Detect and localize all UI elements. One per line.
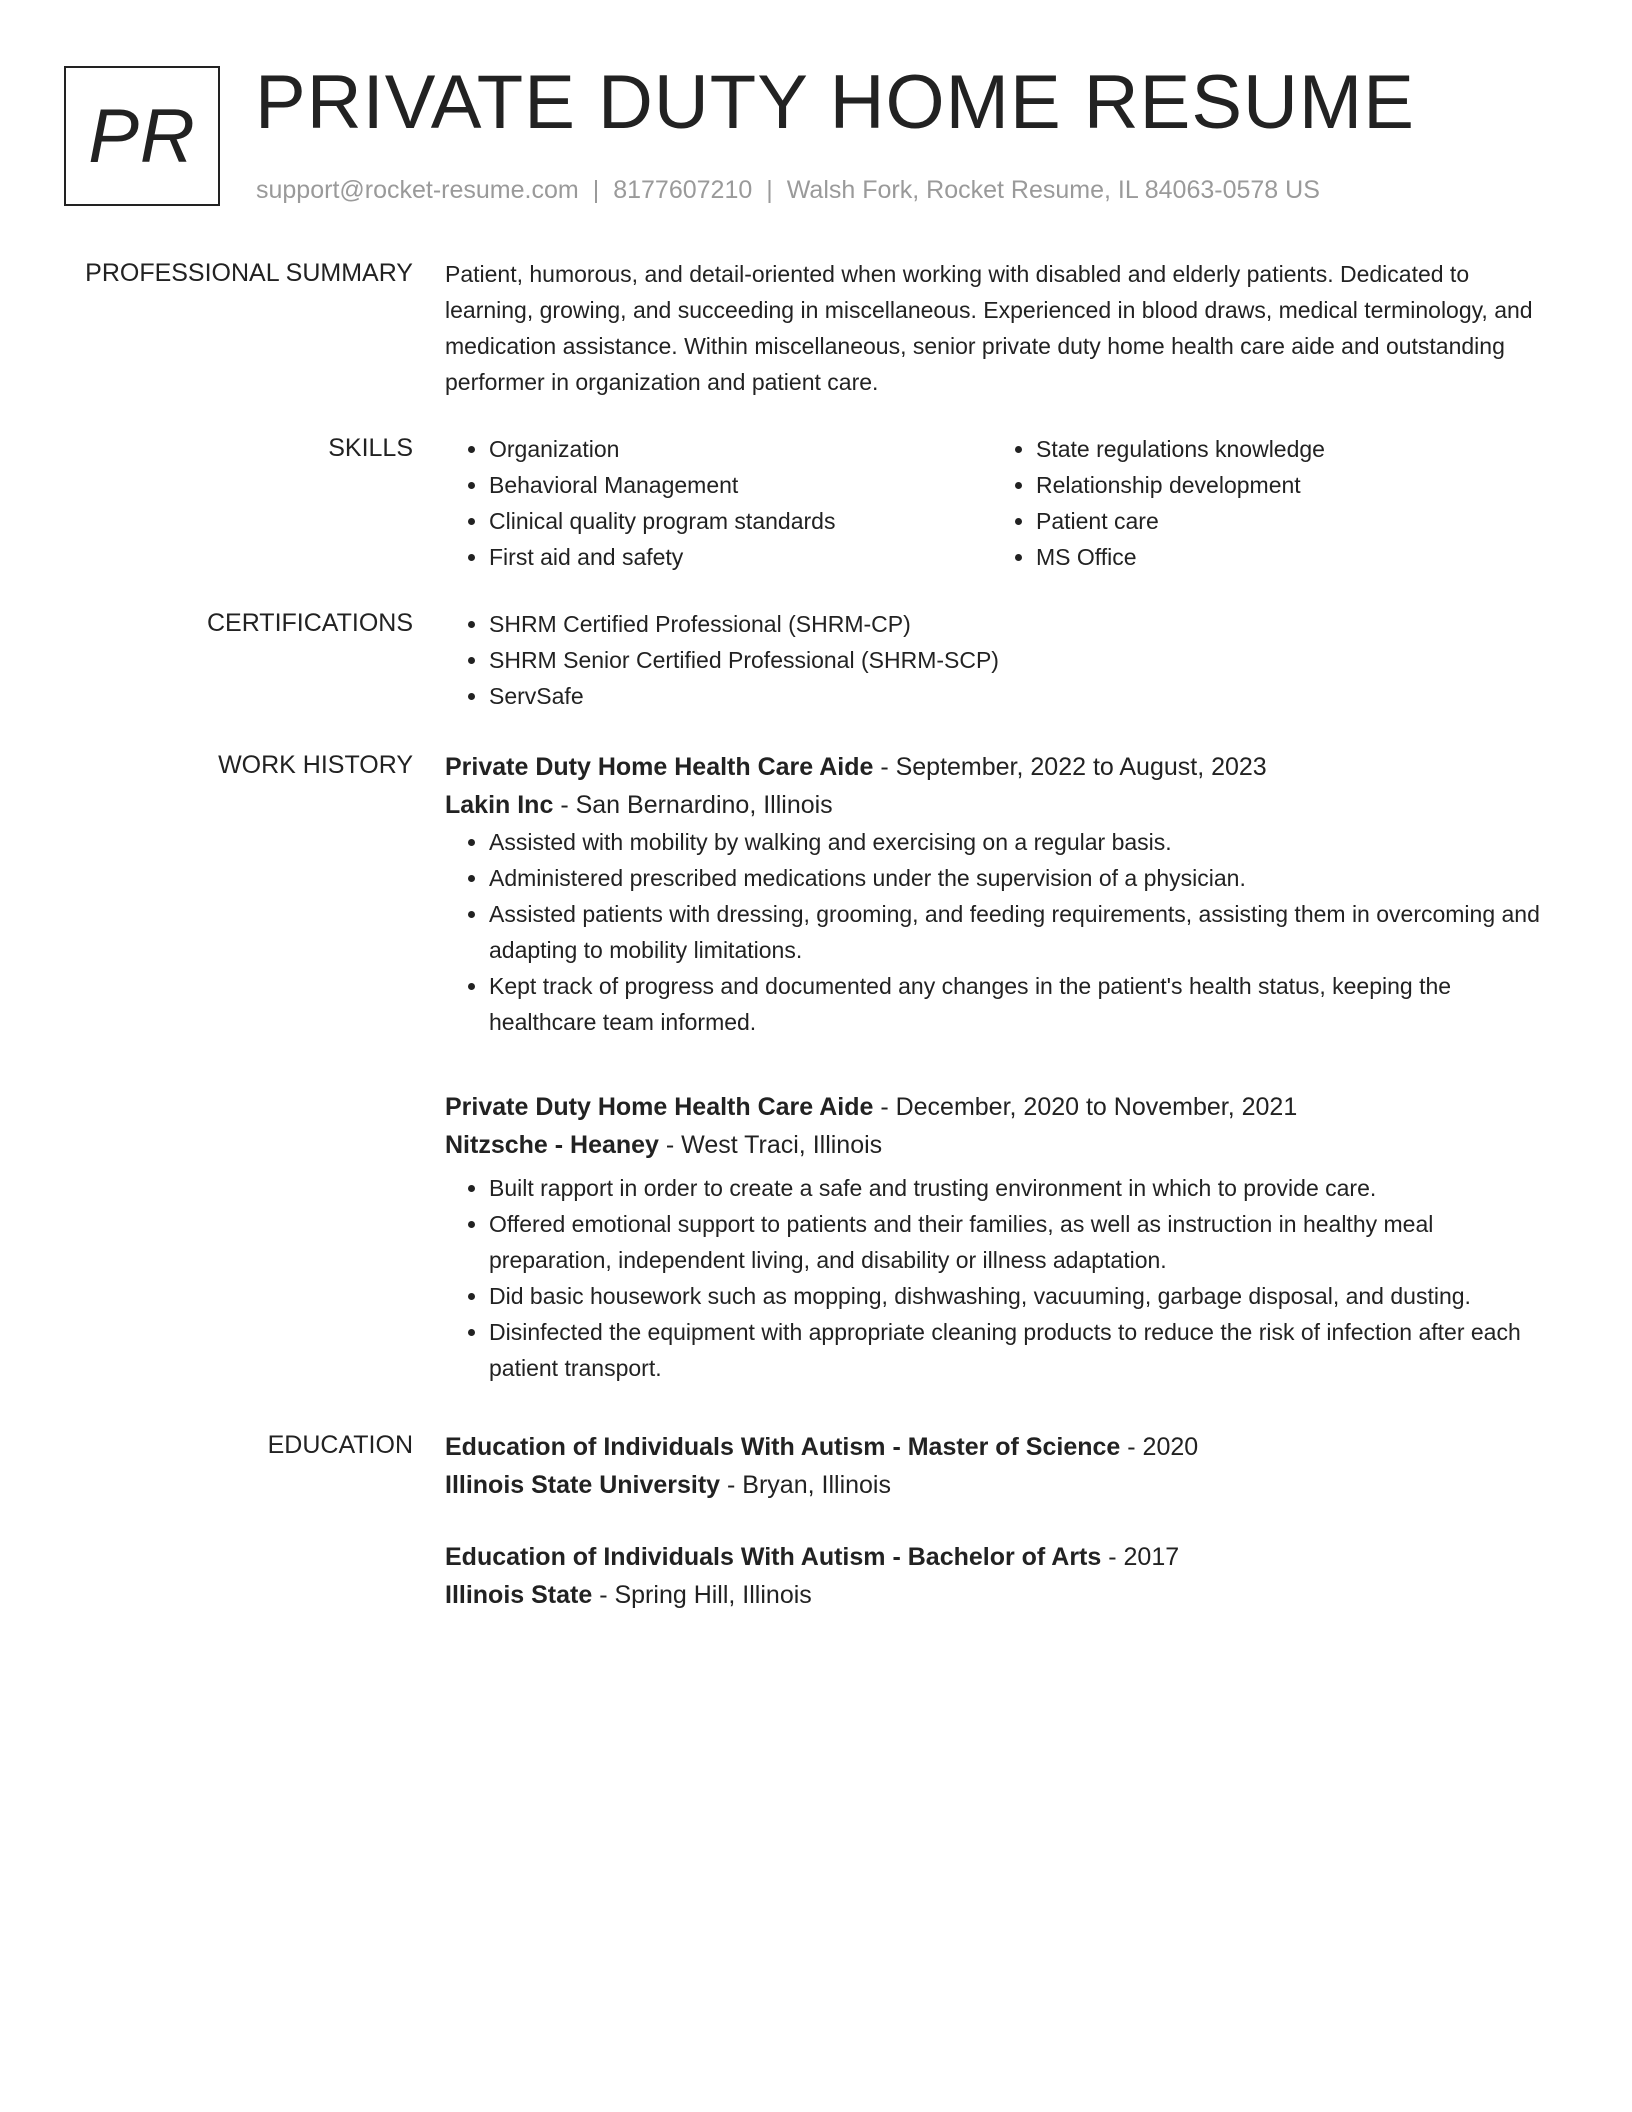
- certification-item: • ServSafe: [489, 678, 1555, 714]
- certification-item: • SHRM Certified Professional (SHRM-CP): [489, 606, 1555, 642]
- job-dates: - September, 2022 to August, 2023: [873, 753, 1267, 781]
- skill-item: • First aid and safety: [489, 539, 992, 575]
- job-duties-list: [445, 824, 1555, 1040]
- summary-text: Patient, humorous, and detail-oriented when working with disabled and elderly patients. Dedicated to learning, growing, and succeeding in miscellaneous. Experienced in blood draws, medical terminology, and medication assistance. Within miscellaneous, senior private duty home health care aide and outstanding performer in organization and patient care.: [445, 261, 1533, 395]
- summary-body: [445, 256, 1555, 400]
- work-body-2: [445, 1088, 1555, 1386]
- job-entry: [445, 748, 1555, 1040]
- job-duty: • Disinfected the equipment with appropriate cleaning products to reduce the risk of infection after each patient transport.: [489, 1314, 1555, 1386]
- education-school-line: [445, 1576, 1555, 1614]
- skill-item: • Behavioral Management: [489, 467, 992, 503]
- job-title: Private Duty Home Health Care Aide: [445, 753, 874, 781]
- certifications-body: [445, 606, 1555, 714]
- certification-item: • SHRM Senior Certified Professional (SHRM-SCP): [489, 642, 1555, 678]
- resume-title: PRIVATE DUTY HOME RESUME: [255, 60, 1415, 145]
- skill-item: • Clinical quality program standards: [489, 503, 992, 539]
- contact-address: Walsh Fork, Rocket Resume, IL 84063-0578 US: [786, 176, 1320, 204]
- monogram-badge: [64, 66, 220, 206]
- education-year: - 2017: [1101, 1543, 1180, 1571]
- section-label-education: EDUCATION: [267, 1431, 413, 1459]
- education-location: - Spring Hill, Illinois: [592, 1581, 812, 1609]
- skills-list-right: [992, 431, 1539, 575]
- contact-line: [256, 173, 1320, 207]
- skill-item: • State regulations knowledge: [1036, 431, 1539, 467]
- monogram-initials: PR: [88, 93, 196, 179]
- job-duty: • Assisted patients with dressing, grooming, and feeding requirements, assisting them in overcoming and adapting to mobility limitations.: [489, 896, 1555, 968]
- skills-grid: [445, 431, 1555, 575]
- education-entry: [445, 1428, 1555, 1504]
- education-body-2: [445, 1538, 1555, 1614]
- education-entry: [445, 1538, 1555, 1614]
- work-body: [445, 748, 1555, 1040]
- skill-item: • Organization: [489, 431, 992, 467]
- education-year: - 2020: [1120, 1433, 1199, 1461]
- contact-separator: |: [592, 176, 600, 204]
- job-company-line: [445, 786, 1555, 824]
- skill-item: • Patient care: [1036, 503, 1539, 539]
- job-title-line: [445, 748, 1555, 786]
- education-degree: Education of Individuals With Autism - Master of Science: [445, 1433, 1121, 1461]
- education-body: [445, 1428, 1555, 1504]
- education-degree-line: [445, 1538, 1555, 1576]
- job-title: Private Duty Home Health Care Aide: [445, 1093, 874, 1121]
- skills-list-left: [445, 431, 992, 575]
- education-degree: Education of Individuals With Autism - Bachelor of Arts: [445, 1543, 1102, 1571]
- certifications-list: [445, 606, 1555, 714]
- job-duty: • Offered emotional support to patients and their families, as well as instruction in healthy meal preparation, independent living, and disability or illness adaptation.: [489, 1206, 1555, 1278]
- job-company: Lakin Inc: [445, 791, 554, 819]
- job-location: - San Bernardino, Illinois: [553, 791, 833, 819]
- skill-item: • Relationship development: [1036, 467, 1539, 503]
- section-label-skills: SKILLS: [328, 434, 413, 462]
- job-duties-list: [445, 1170, 1555, 1386]
- education-school: Illinois State University: [445, 1471, 721, 1499]
- education-degree-line: [445, 1428, 1555, 1466]
- education-school-line: [445, 1466, 1555, 1504]
- section-label-certifications: CERTIFICATIONS: [206, 609, 413, 637]
- contact-phone: 8177607210: [613, 176, 753, 204]
- job-company-line: [445, 1126, 1555, 1164]
- skill-item: • MS Office: [1036, 539, 1539, 575]
- job-title-line: [445, 1088, 1555, 1126]
- education-location: - Bryan, Illinois: [720, 1471, 891, 1499]
- job-duty: • Assisted with mobility by walking and exercising on a regular basis.: [489, 824, 1555, 860]
- job-duty: • Built rapport in order to create a safe and trusting environment in which to provide care.: [489, 1170, 1555, 1206]
- job-entry: [445, 1088, 1555, 1386]
- job-dates: - December, 2020 to November, 2021: [873, 1093, 1298, 1121]
- job-duty: • Did basic housework such as mopping, dishwashing, vacuuming, garbage disposal, and dusting.: [489, 1278, 1555, 1314]
- contact-separator: |: [766, 176, 773, 204]
- job-duty: • Kept track of progress and documented any changes in the patient's health status, keeping the healthcare team informed.: [489, 968, 1555, 1040]
- job-duty: • Administered prescribed medications under the supervision of a physician.: [489, 860, 1555, 896]
- section-label-summary: PROFESSIONAL SUMMARY: [85, 259, 413, 287]
- education-school: Illinois State: [445, 1581, 593, 1609]
- section-label-work: WORK HISTORY: [218, 751, 413, 779]
- contact-email: support@rocket-resume.com: [256, 176, 579, 204]
- job-company: Nitzsche - Heaney: [445, 1131, 659, 1159]
- job-location: - West Traci, Illinois: [658, 1131, 883, 1159]
